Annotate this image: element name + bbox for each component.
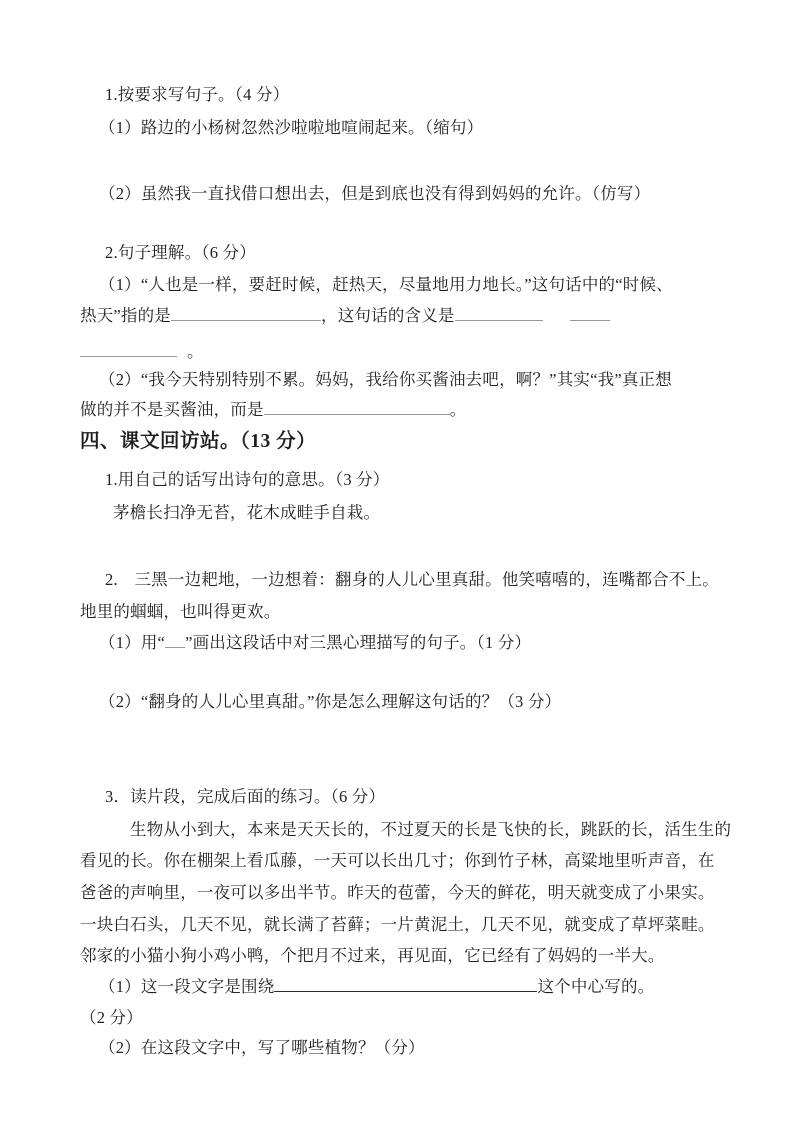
answer-blank: [455, 305, 543, 321]
text-run: 热天”指的是: [80, 306, 172, 325]
text-run: 这个中心写的。: [537, 977, 655, 996]
s4-q3-sub2: [80, 1036, 713, 1060]
s4-q3-sub1: [80, 975, 713, 999]
q2-sub1-line1: [80, 273, 713, 297]
text-run: （2）虽然我一直找借口想出去，但是到底也没有得到妈妈的允许。（仿写）: [99, 184, 651, 203]
text-run: ，这句话的含义是: [321, 306, 455, 325]
gap: [177, 356, 187, 357]
answer-blank: [80, 341, 177, 357]
s4-q2-sub2: [80, 690, 713, 714]
s4-q2-sub1: [80, 631, 713, 655]
answer-blank: [264, 399, 450, 415]
s4-q2-text-line2: [80, 600, 713, 624]
text-run: 做的并不是买酱油，而是: [80, 400, 264, 419]
text-run: 2. 三黑一边耙地，一边想着：翻身的人儿心里真甜。他笑嘻嘻的，连嘴都合不上。: [105, 570, 719, 589]
s4-q3-passage-line1: [80, 818, 732, 842]
text-run: 地里的蝈蝈，也叫得更欢。: [80, 602, 281, 621]
text-run: 。: [449, 400, 467, 419]
text-run: 爸爸的声响里，一夜可以多出半节。昨天的苞蕾，今天的鲜花，明天就变成了小果实。: [80, 883, 715, 902]
s4-q1-verse: [80, 501, 713, 525]
text-run: （2 分）: [80, 1008, 143, 1027]
gap: [543, 320, 570, 321]
q1-sub1: [80, 116, 713, 140]
s4-q3-passage-line4: [80, 913, 713, 937]
q2-sub2-line1: [80, 368, 713, 392]
s4-q1-title: [80, 468, 713, 492]
text-run: 生物从小到大，本来是天天长的，不过夏天的长是飞快的长，跳跃的长，活生生的: [130, 820, 732, 839]
q2-sub1-line3: [80, 340, 713, 364]
text-run: （1）路边的小杨树忽然沙啦啦地喧闹起来。（缩句）: [99, 118, 484, 137]
text-run: （2）在这段文字中，写了哪些植物？（分）: [99, 1038, 425, 1057]
text-run: （1）“人也是一样，要赶时候，赶热天，尽量地用力地长。”这句话中的“时候、: [99, 275, 673, 294]
document-body: [80, 83, 732, 1060]
text-run: 邻家的小猫小狗小鸡小鸭，个把月不过来，再见面，它已经有了妈妈的一半大。: [80, 946, 665, 965]
text-run: 茅檐长扫净无苔，花木成畦手自栽。: [113, 503, 381, 522]
text-run: 1.按要求写句子。（4 分）: [105, 85, 290, 104]
text-run: （2）“我今天特别特别不累。妈妈，我给你买酱油去吧，啊？”其实“我”真正想: [99, 370, 672, 389]
text-run: （1）这一段文字是围绕: [99, 977, 275, 996]
text-run: 四、课文回访站。（13 分）: [80, 431, 317, 452]
answer-blank: [165, 632, 185, 648]
text-run: （2）“翻身的人儿心里真甜。”你是怎么理解这句话的？（3 分）: [99, 692, 562, 711]
q2-sub2-line2: [80, 398, 713, 422]
s4-q2-text-line1: [80, 568, 719, 592]
q2-title: [80, 241, 713, 265]
text-run: 看见的长。你在棚架上看瓜藤，一天可以长出几寸；你到竹子林，高粱地里听声音，在: [80, 851, 715, 870]
s4-q3-passage-line3: [80, 881, 713, 905]
answer-blank: [570, 305, 610, 321]
q1-title: [80, 83, 713, 107]
text-run: 。: [187, 342, 204, 361]
text-run: 2.句子理解。（6 分）: [105, 243, 256, 262]
q2-sub1-line2: [80, 304, 713, 328]
s4-q3-title: [80, 785, 713, 809]
text-run: 1.用自己的话写出诗句的意思。（3 分）: [105, 470, 390, 489]
q1-sub2: [80, 182, 713, 206]
section4-heading: [80, 428, 713, 456]
answer-blank: [171, 305, 321, 321]
text-run: （1）用“: [99, 633, 166, 652]
s4-q3-passage-line2: [80, 849, 713, 873]
text-run: 一块白石头，几天不见，就长满了苔藓；一片黄泥土，几天不见，就变成了草坪菜畦。: [80, 915, 715, 934]
answer-blank: [274, 976, 537, 992]
text-run: ”画出这段话中对三黑心理描写的句子。（1 分）: [185, 633, 532, 652]
text-run: 3．读片段，完成后面的练习。（6 分）: [105, 787, 386, 806]
s4-q3-passage-line5: [80, 944, 713, 968]
s4-q3-sub1-score: [80, 1006, 713, 1030]
